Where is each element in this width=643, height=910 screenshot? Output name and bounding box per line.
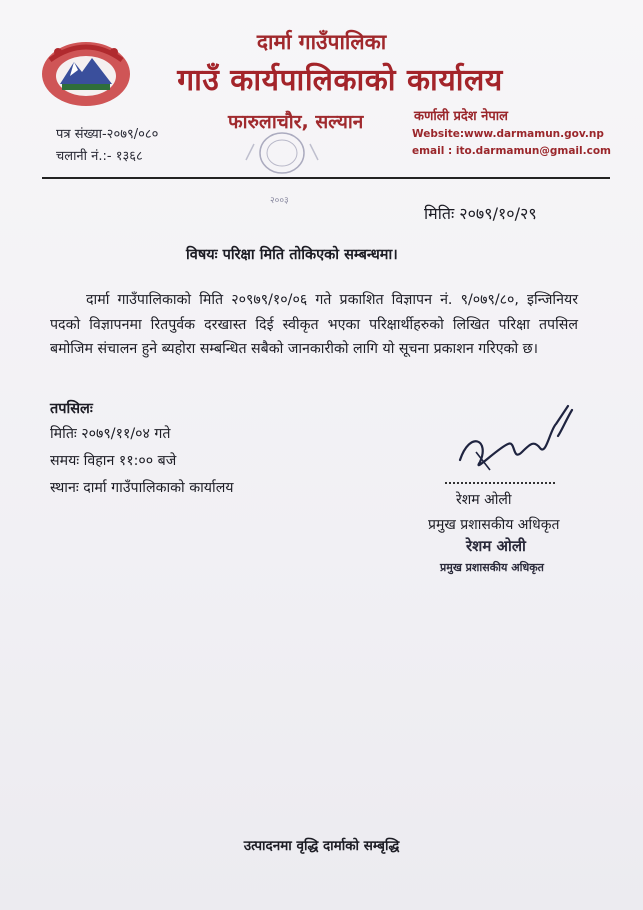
province: कर्णाली प्रदेश नेपाल: [414, 109, 508, 124]
detail-date: मितिः २०७९/११/०४ गते: [50, 426, 171, 442]
signatory-title: प्रमुख प्रशासकीय अधिकृत: [428, 517, 560, 533]
stamp-signatory-title: प्रमुख प्रशासकीय अधिकृत: [440, 561, 544, 574]
stamp-signatory-name: रेशम ओली: [466, 537, 526, 555]
letter-date: मितिः २०७९/१०/२९: [424, 204, 537, 223]
letter-subject: विषयः परिक्षा मिति तोकिएको सम्बन्धमा।: [186, 247, 398, 263]
signatory-name: रेशम ओली: [456, 492, 512, 508]
header-divider: [42, 177, 610, 179]
office-seal-icon: [238, 130, 326, 176]
handwritten-signature-icon: [450, 400, 580, 480]
office-name: गाउँ कार्यपालिकाको कार्यालय: [177, 63, 503, 98]
website: Website:www.darmamun.gov.np: [412, 128, 604, 140]
detail-time: समयः विहान ११:०० बजे: [50, 453, 177, 469]
stamp-number: २००३: [270, 196, 289, 206]
details-heading: तपसिलः: [50, 401, 93, 417]
signature-line: [445, 482, 555, 484]
reference-number: पत्र संख्या-२०७९/०८०: [56, 127, 159, 142]
org-name: दार्मा गाउँपालिका: [256, 30, 387, 54]
dispatch-number: चलानी नं.:- १३६८: [56, 149, 143, 164]
footer-motto: उत्पादनमा वृद्धि दार्माको सम्बृद्धि: [243, 838, 400, 854]
email: email : ito.darmamun@gmail.com: [412, 145, 611, 157]
detail-venue: स्थानः दार्मा गाउँपालिकाको कार्यालय: [50, 480, 234, 496]
office-location: फारुलाचौर, सल्यान: [228, 111, 364, 133]
letter-body: दार्मा गाउँपालिकाको मिति २०९७९/१०/०६ गते प्रकाशित विज्ञापन नं. ९/०७९/८०, इन्जिनियर पदको विज्ञापनमा रितपुर्वक दरखास्त दिई स्वीकृत भएका परिक्षार्थीहरुको लिखित परिक्षा तपसिल बमोजिम संचालन हुने ब्यहोरा सम्बन्धित सबैको जानकारीको लागि यो सूचना प्रकाशन गरिएको छ।: [50, 292, 578, 357]
